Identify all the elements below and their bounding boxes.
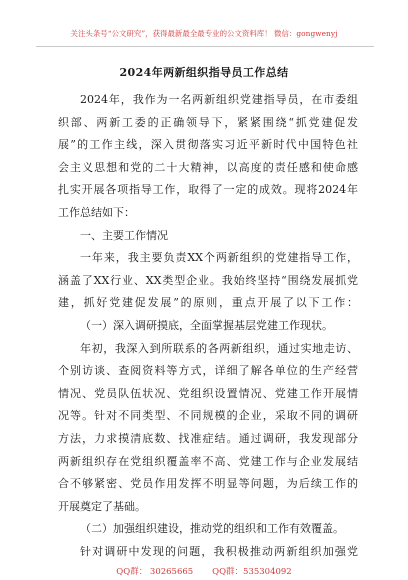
document-body [58, 89, 358, 563]
body-line: 展”的工作主线，深入贯彻落实习近平新时代中国特色社 [58, 138, 358, 152]
header-promo-note: 关注头条号“公文研究”，获得最新最全最专业的公文资料库！ 微信：gongwenyj [70, 29, 338, 38]
section-heading: 一、主要工作情况 [80, 228, 168, 242]
footer-qq-group-1: QQ群： 30265665 [116, 567, 194, 577]
body-line: 扎实开展各项指导工作，取得了一定的成效。现将2024年 [58, 183, 358, 197]
body-line: 年初，我深入到所联系的各两新组织，通过实地走访、 [80, 341, 358, 355]
body-line: 针对调研中发现的问题，我积极推动两新组织加强党 [80, 544, 358, 558]
body-line: 合不够紧密、党员作用发挥不明显等问题，为后续工作的 [58, 477, 358, 491]
body-line: 建，抓好党建促发展”的原则，重点开展了以下工作： [58, 296, 358, 310]
body-line: 一年来，我主要负责XX个两新组织的党建指导工作， [80, 251, 358, 265]
body-line: 2024年，我作为一名两新组织党建指导员，在市委组 [80, 93, 358, 106]
document-title: 2024年两新组织指导员工作总结 [119, 66, 289, 79]
body-line: 织部、两新工委的正确领导下，紧紧围绕“抓党建促发 [58, 115, 358, 129]
subsection-heading: （二）加强组织建设，推动党的组织和工作有效覆盖。 [80, 522, 344, 536]
body-line: 会主义思想和党的二十大精神，以高度的责任感和使命感 [58, 160, 358, 174]
subsection-heading: （一）深入调研摸底，全面掌握基层党建工作现状。 [80, 318, 333, 332]
footer-contact [0, 565, 408, 577]
footer-qq-group-2: QQ群：535304092 [212, 567, 292, 577]
body-line: 方法，力求摸清底数、找准症结。通过调研，我发现部分 [58, 431, 358, 445]
body-line: 况等。针对不同类型、不同规模的企业，采取不同的调研 [58, 409, 358, 423]
body-line: 工作总结如下： [58, 205, 135, 219]
body-line: 两新组织存在党组织覆盖率不高、党建工作与企业发展结 [58, 454, 358, 468]
body-line: 涵盖了XX行业、XX类型企业。我始终坚持“围绕发展抓党 [58, 273, 358, 287]
body-line: 个别访谈、查阅资料等方式，详细了解各单位的生产经营 [58, 364, 358, 378]
body-line: 开展奠定了基础。 [58, 499, 146, 513]
body-line: 情况、党员队伍状况、党组织设置情况、党建工作开展情 [58, 386, 358, 400]
header-divider [36, 46, 374, 47]
